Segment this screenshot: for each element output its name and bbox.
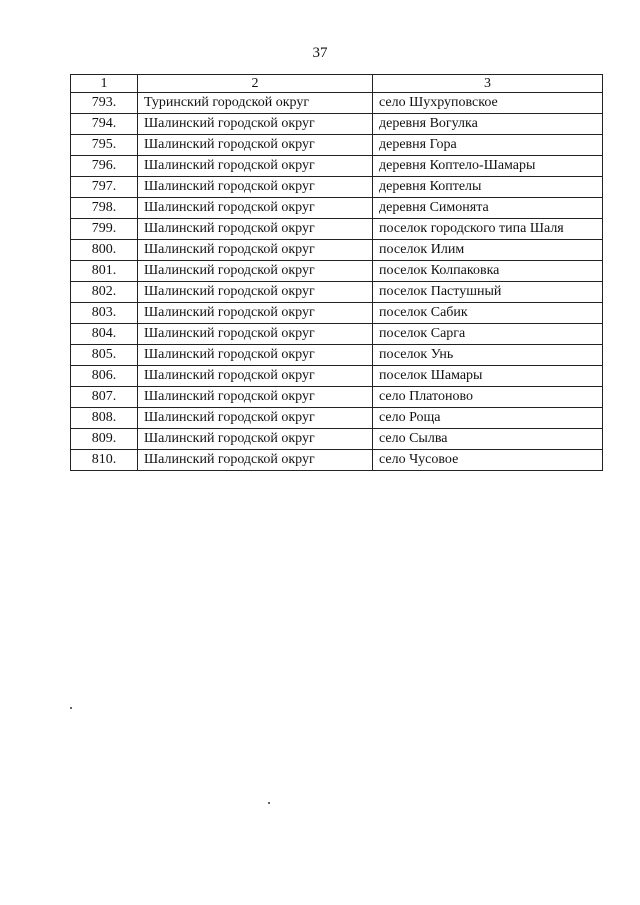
settlement-cell: поселок Илим <box>373 240 603 261</box>
municipality-cell: Шалинский городской округ <box>138 219 373 240</box>
table-row <box>71 408 603 429</box>
column-header-2: 2 <box>138 75 373 93</box>
row-number-cell: 807. <box>71 387 138 408</box>
row-number-cell: 797. <box>71 177 138 198</box>
row-number-cell: 794. <box>71 114 138 135</box>
settlement-cell: поселок Пастушный <box>373 282 603 303</box>
column-header-3: 3 <box>373 75 603 93</box>
table-row <box>71 93 603 114</box>
settlement-cell: поселок Сарга <box>373 324 603 345</box>
table-row <box>71 303 603 324</box>
settlement-cell: поселок Колпаковка <box>373 261 603 282</box>
row-number-cell: 796. <box>71 156 138 177</box>
table-row <box>71 324 603 345</box>
municipality-cell: Шалинский городской округ <box>138 366 373 387</box>
scan-speck <box>70 707 72 709</box>
row-number-cell: 799. <box>71 219 138 240</box>
row-number-cell: 803. <box>71 303 138 324</box>
settlement-cell: село Сылва <box>373 429 603 450</box>
table-row <box>71 114 603 135</box>
row-number-cell: 809. <box>71 429 138 450</box>
row-number-cell: 802. <box>71 282 138 303</box>
table-body <box>71 93 603 471</box>
settlement-cell: поселок Шамары <box>373 366 603 387</box>
settlement-cell: поселок городского типа Шаля <box>373 219 603 240</box>
table-row <box>71 156 603 177</box>
table-row <box>71 177 603 198</box>
table-row <box>71 366 603 387</box>
municipality-cell: Шалинский городской округ <box>138 282 373 303</box>
table-row <box>71 429 603 450</box>
municipality-cell: Шалинский городской округ <box>138 240 373 261</box>
row-number-cell: 801. <box>71 261 138 282</box>
row-number-cell: 806. <box>71 366 138 387</box>
municipality-cell: Шалинский городской округ <box>138 387 373 408</box>
table-row <box>71 450 603 471</box>
municipality-cell: Шалинский городской округ <box>138 114 373 135</box>
municipality-cell: Шалинский городской округ <box>138 303 373 324</box>
table-row <box>71 198 603 219</box>
row-number-cell: 793. <box>71 93 138 114</box>
page-number: 37 <box>312 45 328 61</box>
settlement-cell: поселок Сабик <box>373 303 603 324</box>
scan-speck <box>268 802 270 804</box>
table-row <box>71 261 603 282</box>
settlement-cell: деревня Симонята <box>373 198 603 219</box>
table-row <box>71 135 603 156</box>
table-row <box>71 387 603 408</box>
settlement-cell: село Платоново <box>373 387 603 408</box>
column-header-1: 1 <box>71 75 138 93</box>
municipality-cell: Шалинский городской округ <box>138 135 373 156</box>
row-number-cell: 810. <box>71 450 138 471</box>
settlement-cell: деревня Коптело-Шамары <box>373 156 603 177</box>
table-row <box>71 282 603 303</box>
settlement-cell: село Чусовое <box>373 450 603 471</box>
table-header <box>71 75 603 93</box>
row-number-cell: 805. <box>71 345 138 366</box>
municipality-cell: Шалинский городской округ <box>138 156 373 177</box>
row-number-cell: 798. <box>71 198 138 219</box>
settlement-cell: деревня Коптелы <box>373 177 603 198</box>
settlement-cell: село Шухруповское <box>373 93 603 114</box>
row-number-cell: 808. <box>71 408 138 429</box>
municipality-cell: Шалинский городской округ <box>138 345 373 366</box>
settlement-cell: деревня Вогулка <box>373 114 603 135</box>
row-number-cell: 804. <box>71 324 138 345</box>
municipality-cell: Шалинский городской округ <box>138 450 373 471</box>
municipality-cell: Шалинский городской округ <box>138 198 373 219</box>
municipality-cell: Туринский городской округ <box>138 93 373 114</box>
municipality-cell: Шалинский городской округ <box>138 177 373 198</box>
settlement-cell: поселок Унь <box>373 345 603 366</box>
municipality-cell: Шалинский городской округ <box>138 261 373 282</box>
settlements-table <box>70 74 603 471</box>
table-row <box>71 240 603 261</box>
table-header-row <box>71 75 603 93</box>
table-row <box>71 219 603 240</box>
municipality-cell: Шалинский городской округ <box>138 324 373 345</box>
table-row <box>71 345 603 366</box>
municipality-cell: Шалинский городской округ <box>138 408 373 429</box>
settlement-cell: деревня Гора <box>373 135 603 156</box>
row-number-cell: 795. <box>71 135 138 156</box>
row-number-cell: 800. <box>71 240 138 261</box>
settlement-cell: село Роща <box>373 408 603 429</box>
municipality-cell: Шалинский городской округ <box>138 429 373 450</box>
